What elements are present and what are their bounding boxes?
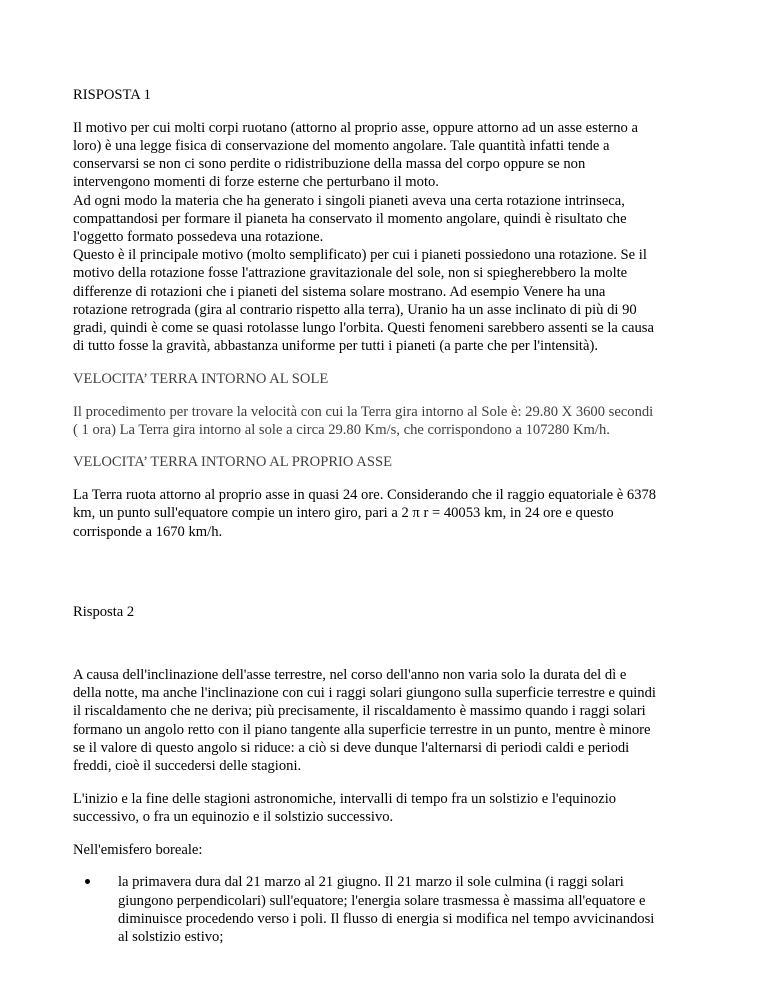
text-line: formano un angolo retto con il piano tangente alla superficie terrestre in un punto, mentre è minore	[73, 721, 651, 738]
blank-space	[73, 555, 709, 603]
text-line: L'inizio e la fine delle stagioni astronomiche, intervalli di tempo fra un solstizio e l'equinozio	[73, 790, 617, 807]
text-line: della notte, ma anche l'inclinazione con cui i raggi solari giungono sulla superficie terrestre e quindi	[73, 685, 656, 702]
text-line: ( 1 ora) La Terra gira intorno al sole a circa 29.80 Km/s, che corrispondono a 107280 Km/h.	[73, 421, 610, 438]
text-line: Ad ogni modo la materia che ha generato i singoli pianeti aveva una certa rotazione intrinseca,	[73, 192, 625, 209]
paragraph-velocita-asse	[73, 486, 709, 541]
text-line: diminuisce procedendo verso i poli. Il flusso di energia si modifica nel tempo avvicinandosi	[118, 910, 655, 927]
text-line: loro) è una legge fisica di conservazione del momento angolare. Tale quantità infatti tende a	[73, 137, 610, 154]
heading-velocita-asse: VELOCITA’ TERRA INTORNO AL PROPRIO ASSE	[73, 454, 392, 471]
text-line: La Terra ruota attorno al proprio asse in quasi 24 ore. Considerando che il raggio equatoriale è 6378	[73, 487, 657, 504]
heading-velocita-sole: VELOCITA’ TERRA INTORNO AL SOLE	[73, 370, 329, 387]
list-item	[118, 873, 709, 946]
text-line: rotazione retrograda (gira al contrario rispetto alla terra), Uranio ha un asse inclinato di più di 90	[73, 301, 637, 318]
text-line: la primavera dura dal 21 marzo al 21 giugno. Il 21 marzo il sole culmina (i raggi solari	[118, 874, 624, 891]
text-line: l'oggetto formato possedeva una rotazione.	[73, 228, 324, 245]
text-line: successivo, o fra un equinozio e il solstizio successivo.	[73, 808, 394, 825]
text-line: compattandosi per formare il pianeta ha conservato il momento angolare, quindi è risultato che	[73, 210, 627, 227]
paragraph-stagioni-astronomiche	[73, 790, 709, 826]
paragraph-inclinazione	[73, 666, 709, 775]
paragraph-emisfero-boreale: Nell'emisfero boreale:	[73, 841, 203, 858]
text-line: di tutto fosse la gravità, abbastanza uniforme per tutti i pianeti (a parte che per l'intensità).	[73, 338, 598, 355]
seasons-list	[73, 873, 709, 946]
heading-risposta-2: Risposta 2	[73, 604, 135, 621]
text-line: gradi, quindi è come se quasi rotolasse lungo l'orbita. Questi fenomeni sarebbero assenti se la causa	[73, 319, 654, 336]
text-line: A causa dell'inclinazione dell'asse terrestre, nel corso dell'anno non varia solo la durata del dì e	[73, 666, 627, 683]
text-line: se il valore di questo angolo si riduce: a ciò si deve dunque l'alternarsi di periodi caldi e periodi	[73, 739, 630, 756]
text-line: motivo della rotazione fosse l'attrazione gravitazionale del sole, non si spiegherebbero la molte	[73, 265, 628, 282]
paragraph-velocita-sole	[73, 403, 709, 439]
text-line: freddi, cioè il succedersi delle stagioni.	[73, 757, 302, 774]
bullet-dot-icon	[85, 879, 90, 884]
text-line: il riscaldamento che ne deriva; più precisamente, il riscaldamento è massimo quando i raggi solari	[73, 703, 646, 720]
text-line: al solstizio estivo;	[118, 928, 224, 945]
text-line: Il procedimento per trovare la velocità con cui la Terra gira intorno al Sole è: 29.80 X 3600 secondi	[73, 403, 654, 420]
text-line: Questo è il principale motivo (molto semplificato) per cui i pianeti possiedono una rotazione. Se il	[73, 247, 647, 264]
text-line: km, un punto sull'equatore compie un intero giro, pari a 2 π r = 40053 km, in 24 ore e questo	[73, 505, 614, 522]
text-line: giungono perpendicolari) sull'equatore; l'energia solare trasmessa è massima all'equatore e	[118, 892, 646, 909]
text-line: conservarsi se non ci sono perdite o ridistribuzione della massa del corpo oppure se non	[73, 156, 586, 173]
text-line: Il motivo per cui molti corpi ruotano (attorno al proprio asse, oppure attorno ad un asse esterno a	[73, 119, 638, 136]
text-line: intervengono momenti di forze esterne che perturbano il moto.	[73, 174, 439, 191]
heading-risposta-1: RISPOSTA 1	[73, 87, 151, 103]
text-line: differenze di rotazioni che i pianeti del sistema solare mostrano. Ad esempio Venere ha una	[73, 283, 606, 300]
document-page	[73, 86, 709, 946]
paragraph-momento-angolare	[73, 119, 709, 356]
text-line: corrisponde a 1670 km/h.	[73, 523, 223, 540]
blank-space	[73, 636, 709, 666]
